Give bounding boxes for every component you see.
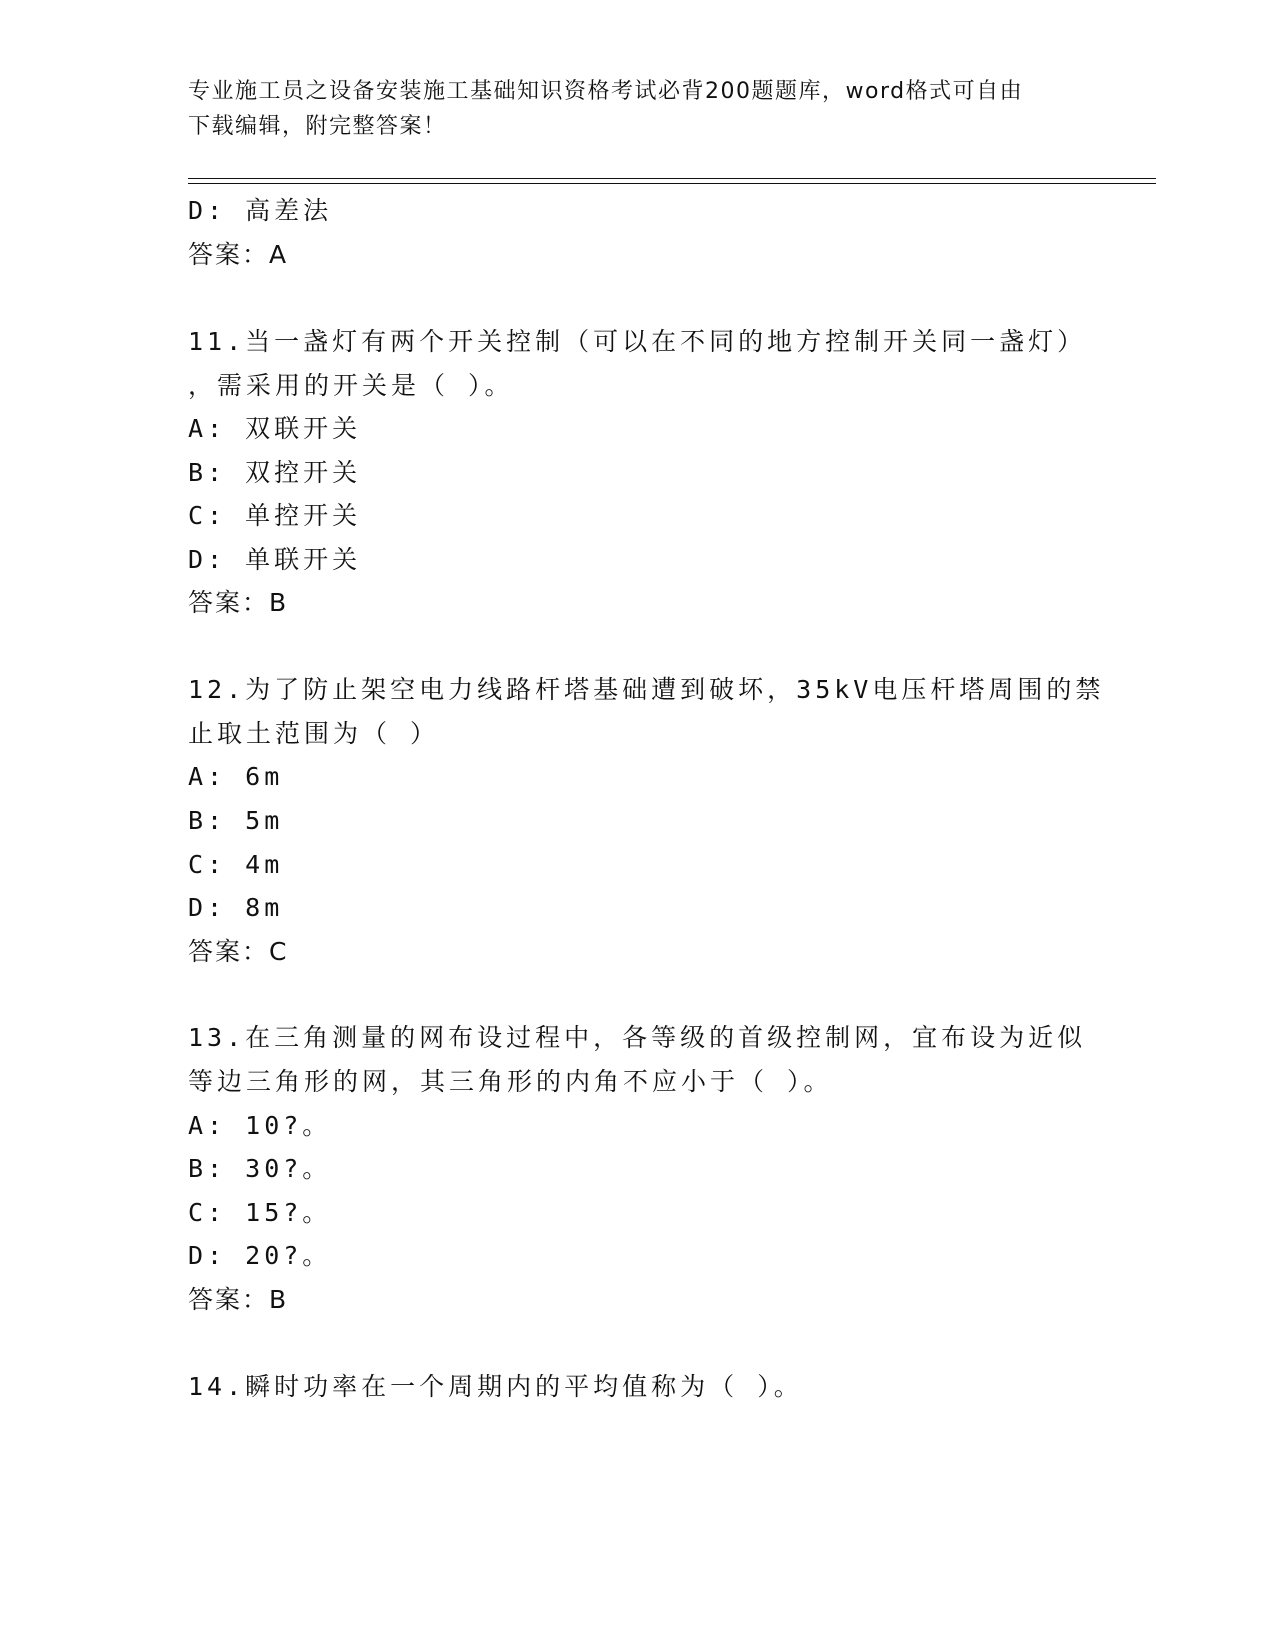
- q13-stem-line-2: 等边三角形的网，其三角形的内角不应小于（ ）。: [188, 1067, 833, 1096]
- q11-option-a: A: 双联开关: [188, 414, 362, 443]
- q14-stem-line-1: 14.瞬时功率在一个周期内的平均值称为（ ）。: [188, 1372, 803, 1401]
- q13-option-d: D: 20?。: [188, 1241, 332, 1270]
- header-line-2: 下载编辑，附完整答案！: [188, 114, 447, 139]
- q11-stem-line-2: ，需采用的开关是（ ）。: [188, 371, 514, 400]
- q13-option-a: A: 10?。: [188, 1111, 332, 1140]
- q12-answer: 答案：C: [188, 937, 289, 966]
- header-line-1: 专业施工员之设备安装施工基础知识资格考试必背200题题库，word格式可自由: [188, 79, 1024, 104]
- q11-option-b: B: 双控开关: [188, 458, 362, 487]
- q13-answer: 答案：B: [188, 1285, 289, 1314]
- q10-answer: 答案：A: [188, 240, 289, 269]
- q10-option-d: D: 高差法: [188, 196, 333, 225]
- q13-stem-line-1: 13.在三角测量的网布设过程中，各等级的首级控制网，宜布设为近似: [188, 1023, 1087, 1052]
- q11-stem-line-1: 11.当一盏灯有两个开关控制（可以在不同的地方控制开关同一盏灯）: [188, 327, 1087, 356]
- q12-option-c: C: 4m: [188, 850, 284, 879]
- q13-option-b: B: 30?。: [188, 1154, 332, 1183]
- q12-stem-line-2: 止取土范围为（ ）: [188, 719, 440, 748]
- q11-option-c: C: 单控开关: [188, 501, 362, 530]
- q12-option-b: B: 5m: [188, 806, 284, 835]
- header-divider-bottom: [188, 183, 1156, 184]
- q12-option-a: A: 6m: [188, 762, 284, 791]
- document-header: [188, 74, 1088, 144]
- q13-option-c: C: 15?。: [188, 1198, 332, 1227]
- q11-option-d: D: 单联开关: [188, 545, 362, 574]
- q12-stem-line-1: 12.为了防止架空电力线路杆塔基础遭到破坏，35kV电压杆塔周围的禁: [188, 675, 1105, 704]
- q11-answer: 答案：B: [188, 588, 289, 617]
- header-divider-top: [188, 178, 1156, 179]
- q12-option-d: D: 8m: [188, 893, 284, 922]
